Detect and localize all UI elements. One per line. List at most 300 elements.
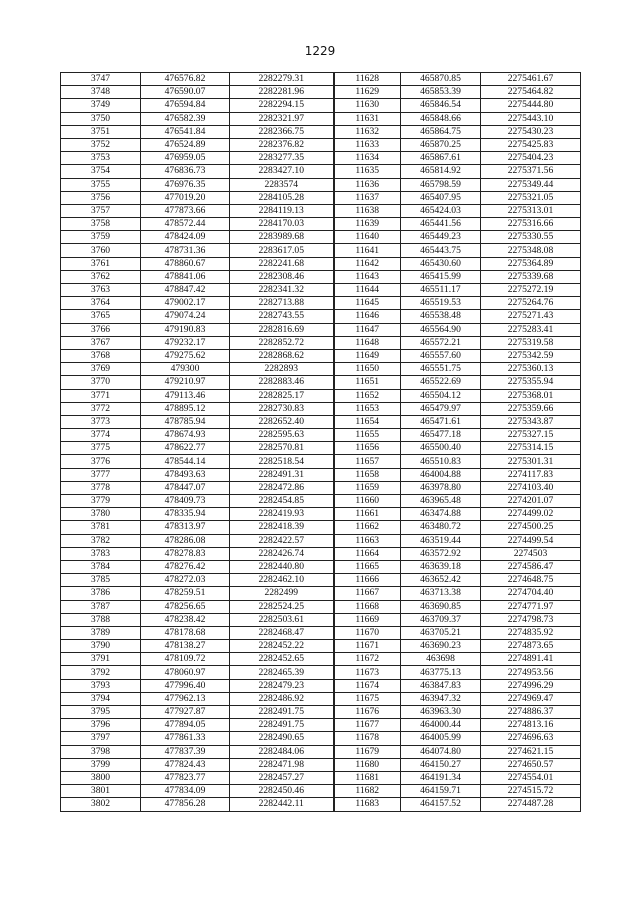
y-coordinate-a-cell: 2282472.86 — [230, 481, 334, 494]
x-coordinate-a-cell: 477823.77 — [141, 771, 230, 784]
y-coordinate-b-cell: 2274886.37 — [481, 706, 581, 719]
x-coordinate-a-cell: 476959.05 — [141, 152, 230, 165]
y-coordinate-a-cell: 2282491.31 — [230, 468, 334, 481]
point-id-a-cell: 3789 — [61, 626, 141, 639]
point-id-a-cell: 3768 — [61, 349, 141, 362]
x-coordinate-b-cell: 465407.95 — [401, 191, 481, 204]
point-id-b-cell: 11629 — [334, 86, 401, 99]
point-id-a-cell: 3801 — [61, 785, 141, 798]
point-id-b-cell: 11655 — [334, 429, 401, 442]
table-row — [61, 587, 581, 600]
point-id-b-cell: 11666 — [334, 574, 401, 587]
x-coordinate-a-cell: 478313.97 — [141, 521, 230, 534]
x-coordinate-a-cell: 477861.33 — [141, 732, 230, 745]
x-coordinate-b-cell: 465441.56 — [401, 218, 481, 231]
point-id-b-cell: 11632 — [334, 125, 401, 138]
table-row — [61, 692, 581, 705]
x-coordinate-a-cell: 478178.68 — [141, 626, 230, 639]
point-id-b-cell: 11676 — [334, 706, 401, 719]
y-coordinate-b-cell: 2274648.75 — [481, 574, 581, 587]
x-coordinate-a-cell: 476976.35 — [141, 178, 230, 191]
y-coordinate-b-cell: 2274515.72 — [481, 785, 581, 798]
x-coordinate-b-cell: 463947.32 — [401, 692, 481, 705]
point-id-a-cell: 3775 — [61, 442, 141, 455]
point-id-b-cell: 11660 — [334, 495, 401, 508]
point-id-b-cell: 11680 — [334, 758, 401, 771]
x-coordinate-a-cell: 477834.09 — [141, 785, 230, 798]
point-id-a-cell: 3760 — [61, 244, 141, 257]
x-coordinate-a-cell: 477962.13 — [141, 692, 230, 705]
y-coordinate-a-cell: 2282893 — [230, 363, 334, 376]
point-id-a-cell: 3755 — [61, 178, 141, 191]
y-coordinate-b-cell: 2274953.56 — [481, 666, 581, 679]
x-coordinate-b-cell: 464000.44 — [401, 719, 481, 732]
point-id-b-cell: 11648 — [334, 336, 401, 349]
table-row — [61, 653, 581, 666]
x-coordinate-b-cell: 464074.80 — [401, 745, 481, 758]
point-id-a-cell: 3797 — [61, 732, 141, 745]
point-id-a-cell: 3776 — [61, 455, 141, 468]
y-coordinate-a-cell: 2282743.55 — [230, 310, 334, 323]
x-coordinate-a-cell: 478895.12 — [141, 402, 230, 415]
point-id-b-cell: 11659 — [334, 481, 401, 494]
point-id-b-cell: 11652 — [334, 389, 401, 402]
point-id-a-cell: 3796 — [61, 719, 141, 732]
y-coordinate-a-cell: 2282713.88 — [230, 297, 334, 310]
table-row — [61, 125, 581, 138]
y-coordinate-a-cell: 2282595.63 — [230, 429, 334, 442]
point-id-a-cell: 3747 — [61, 73, 141, 86]
point-id-b-cell: 11649 — [334, 349, 401, 362]
x-coordinate-a-cell: 478272.03 — [141, 574, 230, 587]
point-id-b-cell: 11654 — [334, 415, 401, 428]
point-id-b-cell: 11643 — [334, 270, 401, 283]
point-id-a-cell: 3780 — [61, 508, 141, 521]
y-coordinate-a-cell: 2282652.40 — [230, 415, 334, 428]
x-coordinate-a-cell: 478572.44 — [141, 218, 230, 231]
y-coordinate-a-cell: 2282452.22 — [230, 640, 334, 653]
table-row — [61, 376, 581, 389]
y-coordinate-a-cell: 2282376.82 — [230, 138, 334, 151]
point-id-b-cell: 11631 — [334, 112, 401, 125]
x-coordinate-b-cell: 463474.88 — [401, 508, 481, 521]
y-coordinate-a-cell: 2284105.28 — [230, 191, 334, 204]
x-coordinate-a-cell: 476594.84 — [141, 99, 230, 112]
point-id-a-cell: 3783 — [61, 547, 141, 560]
point-id-a-cell: 3795 — [61, 706, 141, 719]
y-coordinate-a-cell: 2282450.46 — [230, 785, 334, 798]
y-coordinate-b-cell: 2275364.89 — [481, 257, 581, 270]
x-coordinate-a-cell: 478259.51 — [141, 587, 230, 600]
x-coordinate-a-cell: 478138.27 — [141, 640, 230, 653]
y-coordinate-b-cell: 2275349.44 — [481, 178, 581, 191]
x-coordinate-b-cell: 465848.66 — [401, 112, 481, 125]
point-id-b-cell: 11662 — [334, 521, 401, 534]
point-id-a-cell: 3792 — [61, 666, 141, 679]
table-row — [61, 613, 581, 626]
y-coordinate-b-cell: 2275271.43 — [481, 310, 581, 323]
x-coordinate-b-cell: 463690.85 — [401, 600, 481, 613]
y-coordinate-b-cell: 2274503 — [481, 547, 581, 560]
table-row — [61, 640, 581, 653]
y-coordinate-a-cell: 2282422.57 — [230, 534, 334, 547]
point-id-a-cell: 3794 — [61, 692, 141, 705]
point-id-b-cell: 11675 — [334, 692, 401, 705]
table-row — [61, 706, 581, 719]
y-coordinate-b-cell: 2275313.01 — [481, 204, 581, 217]
x-coordinate-a-cell: 478544.14 — [141, 455, 230, 468]
point-id-a-cell: 3782 — [61, 534, 141, 547]
y-coordinate-b-cell: 2274969.47 — [481, 692, 581, 705]
y-coordinate-a-cell: 2282816.69 — [230, 323, 334, 336]
x-coordinate-b-cell: 463652.42 — [401, 574, 481, 587]
point-id-a-cell: 3788 — [61, 613, 141, 626]
table-row — [61, 152, 581, 165]
y-coordinate-b-cell: 2275443.10 — [481, 112, 581, 125]
point-id-a-cell: 3771 — [61, 389, 141, 402]
x-coordinate-a-cell: 476524.89 — [141, 138, 230, 151]
table-row — [61, 547, 581, 560]
y-coordinate-b-cell: 2274103.40 — [481, 481, 581, 494]
y-coordinate-a-cell: 2282491.75 — [230, 719, 334, 732]
point-id-a-cell: 3761 — [61, 257, 141, 270]
table-row — [61, 257, 581, 270]
point-id-b-cell: 11661 — [334, 508, 401, 521]
y-coordinate-a-cell: 2282570.81 — [230, 442, 334, 455]
y-coordinate-b-cell: 2274704.40 — [481, 587, 581, 600]
point-id-a-cell: 3762 — [61, 270, 141, 283]
x-coordinate-a-cell: 479113.46 — [141, 389, 230, 402]
table-row — [61, 468, 581, 481]
x-coordinate-a-cell: 479074.24 — [141, 310, 230, 323]
point-id-a-cell: 3758 — [61, 218, 141, 231]
point-id-a-cell: 3770 — [61, 376, 141, 389]
x-coordinate-b-cell: 465564.90 — [401, 323, 481, 336]
x-coordinate-b-cell: 463639.18 — [401, 560, 481, 573]
y-coordinate-a-cell: 2282452.65 — [230, 653, 334, 666]
table-row — [61, 191, 581, 204]
point-id-a-cell: 3798 — [61, 745, 141, 758]
x-coordinate-a-cell: 478731.36 — [141, 244, 230, 257]
table-row — [61, 165, 581, 178]
point-id-b-cell: 11670 — [334, 626, 401, 639]
x-coordinate-b-cell: 465443.75 — [401, 244, 481, 257]
point-id-b-cell: 11639 — [334, 218, 401, 231]
point-id-a-cell: 3756 — [61, 191, 141, 204]
y-coordinate-b-cell: 2274554.01 — [481, 771, 581, 784]
point-id-a-cell: 3800 — [61, 771, 141, 784]
x-coordinate-a-cell: 478109.72 — [141, 653, 230, 666]
x-coordinate-b-cell: 465477.18 — [401, 429, 481, 442]
table-row — [61, 112, 581, 125]
y-coordinate-a-cell: 2282279.31 — [230, 73, 334, 86]
y-coordinate-b-cell: 2275360.13 — [481, 363, 581, 376]
y-coordinate-b-cell: 2275272.19 — [481, 284, 581, 297]
point-id-b-cell: 11647 — [334, 323, 401, 336]
point-id-b-cell: 11669 — [334, 613, 401, 626]
x-coordinate-b-cell: 464191.34 — [401, 771, 481, 784]
x-coordinate-a-cell: 477927.87 — [141, 706, 230, 719]
point-id-b-cell: 11638 — [334, 204, 401, 217]
y-coordinate-b-cell: 2274499.54 — [481, 534, 581, 547]
x-coordinate-a-cell: 477856.28 — [141, 798, 230, 811]
y-coordinate-a-cell: 2282454.85 — [230, 495, 334, 508]
y-coordinate-a-cell: 2282465.39 — [230, 666, 334, 679]
x-coordinate-b-cell: 465557.60 — [401, 349, 481, 362]
table-row — [61, 798, 581, 811]
x-coordinate-b-cell: 465870.85 — [401, 73, 481, 86]
y-coordinate-a-cell: 2282518.54 — [230, 455, 334, 468]
table-row — [61, 389, 581, 402]
y-coordinate-b-cell: 2274487.28 — [481, 798, 581, 811]
x-coordinate-b-cell: 464159.71 — [401, 785, 481, 798]
x-coordinate-b-cell: 465538.48 — [401, 310, 481, 323]
y-coordinate-a-cell: 2284119.13 — [230, 204, 334, 217]
table-row — [61, 415, 581, 428]
point-id-b-cell: 11650 — [334, 363, 401, 376]
y-coordinate-b-cell: 2275314.15 — [481, 442, 581, 455]
y-coordinate-b-cell: 2275330.55 — [481, 231, 581, 244]
point-id-b-cell: 11681 — [334, 771, 401, 784]
y-coordinate-b-cell: 2275430.23 — [481, 125, 581, 138]
table-row — [61, 204, 581, 217]
point-id-b-cell: 11677 — [334, 719, 401, 732]
y-coordinate-a-cell: 2282503.61 — [230, 613, 334, 626]
y-coordinate-a-cell: 2282490.65 — [230, 732, 334, 745]
y-coordinate-a-cell: 2282281.96 — [230, 86, 334, 99]
y-coordinate-a-cell: 2282468.47 — [230, 626, 334, 639]
table-row — [61, 574, 581, 587]
x-coordinate-a-cell: 478860.67 — [141, 257, 230, 270]
point-id-a-cell: 3777 — [61, 468, 141, 481]
point-id-b-cell: 11641 — [334, 244, 401, 257]
table-row — [61, 666, 581, 679]
y-coordinate-b-cell: 2275355.94 — [481, 376, 581, 389]
y-coordinate-a-cell: 2283427.10 — [230, 165, 334, 178]
y-coordinate-a-cell: 2282308.46 — [230, 270, 334, 283]
y-coordinate-a-cell: 2282730.83 — [230, 402, 334, 415]
table-row — [61, 560, 581, 573]
x-coordinate-b-cell: 465519.53 — [401, 297, 481, 310]
point-id-a-cell: 3802 — [61, 798, 141, 811]
x-coordinate-b-cell: 463480.72 — [401, 521, 481, 534]
point-id-a-cell: 3791 — [61, 653, 141, 666]
y-coordinate-a-cell: 2282524.25 — [230, 600, 334, 613]
table-row — [61, 481, 581, 494]
y-coordinate-a-cell: 2282479.23 — [230, 679, 334, 692]
point-id-a-cell: 3790 — [61, 640, 141, 653]
x-coordinate-b-cell: 465870.25 — [401, 138, 481, 151]
x-coordinate-a-cell: 479275.62 — [141, 349, 230, 362]
table-row — [61, 508, 581, 521]
page-number: 1229 — [304, 44, 336, 58]
y-coordinate-b-cell: 2275283.41 — [481, 323, 581, 336]
point-id-a-cell: 3749 — [61, 99, 141, 112]
x-coordinate-b-cell: 465479.97 — [401, 402, 481, 415]
point-id-b-cell: 11640 — [334, 231, 401, 244]
y-coordinate-a-cell: 2283277.35 — [230, 152, 334, 165]
point-id-b-cell: 11672 — [334, 653, 401, 666]
y-coordinate-b-cell: 2275348.08 — [481, 244, 581, 257]
y-coordinate-b-cell: 2274650.57 — [481, 758, 581, 771]
table-row — [61, 495, 581, 508]
x-coordinate-a-cell: 478286.08 — [141, 534, 230, 547]
table-row — [61, 402, 581, 415]
y-coordinate-a-cell: 2282419.93 — [230, 508, 334, 521]
table-row — [61, 138, 581, 151]
point-id-b-cell: 11634 — [334, 152, 401, 165]
y-coordinate-b-cell: 2274996.29 — [481, 679, 581, 692]
point-id-b-cell: 11633 — [334, 138, 401, 151]
y-coordinate-b-cell: 2275464.82 — [481, 86, 581, 99]
y-coordinate-a-cell: 2282491.75 — [230, 706, 334, 719]
point-id-a-cell: 3774 — [61, 429, 141, 442]
point-id-b-cell: 11667 — [334, 587, 401, 600]
point-id-b-cell: 11679 — [334, 745, 401, 758]
x-coordinate-b-cell: 463775.13 — [401, 666, 481, 679]
point-id-a-cell: 3759 — [61, 231, 141, 244]
x-coordinate-b-cell: 465424.03 — [401, 204, 481, 217]
x-coordinate-a-cell: 476576.82 — [141, 73, 230, 86]
point-id-b-cell: 11683 — [334, 798, 401, 811]
x-coordinate-a-cell: 478447.07 — [141, 481, 230, 494]
point-id-b-cell: 11656 — [334, 442, 401, 455]
table-row — [61, 534, 581, 547]
x-coordinate-b-cell: 465814.92 — [401, 165, 481, 178]
point-id-a-cell: 3787 — [61, 600, 141, 613]
x-coordinate-a-cell: 478785.94 — [141, 415, 230, 428]
point-id-a-cell: 3784 — [61, 560, 141, 573]
y-coordinate-a-cell: 2282321.97 — [230, 112, 334, 125]
y-coordinate-b-cell: 2274835.92 — [481, 626, 581, 639]
x-coordinate-b-cell: 463847.83 — [401, 679, 481, 692]
y-coordinate-b-cell: 2275343.87 — [481, 415, 581, 428]
y-coordinate-b-cell: 2275264.76 — [481, 297, 581, 310]
table-row — [61, 758, 581, 771]
table-row — [61, 231, 581, 244]
x-coordinate-b-cell: 463978.80 — [401, 481, 481, 494]
x-coordinate-b-cell: 465846.54 — [401, 99, 481, 112]
point-id-a-cell: 3786 — [61, 587, 141, 600]
point-id-b-cell: 11646 — [334, 310, 401, 323]
y-coordinate-a-cell: 2282852.72 — [230, 336, 334, 349]
x-coordinate-a-cell: 477894.05 — [141, 719, 230, 732]
x-coordinate-b-cell: 463572.92 — [401, 547, 481, 560]
x-coordinate-a-cell: 477873.66 — [141, 204, 230, 217]
x-coordinate-a-cell: 477019.20 — [141, 191, 230, 204]
x-coordinate-a-cell: 478493.63 — [141, 468, 230, 481]
point-id-b-cell: 11644 — [334, 284, 401, 297]
x-coordinate-b-cell: 464157.52 — [401, 798, 481, 811]
y-coordinate-b-cell: 2274696.63 — [481, 732, 581, 745]
point-id-a-cell: 3753 — [61, 152, 141, 165]
point-id-a-cell: 3781 — [61, 521, 141, 534]
y-coordinate-b-cell: 2274873.65 — [481, 640, 581, 653]
y-coordinate-b-cell: 2275371.56 — [481, 165, 581, 178]
x-coordinate-a-cell: 478238.42 — [141, 613, 230, 626]
x-coordinate-b-cell: 463965.48 — [401, 495, 481, 508]
x-coordinate-a-cell: 476582.39 — [141, 112, 230, 125]
y-coordinate-b-cell: 2274621.15 — [481, 745, 581, 758]
point-id-a-cell: 3766 — [61, 323, 141, 336]
table-row — [61, 745, 581, 758]
y-coordinate-a-cell: 2283617.05 — [230, 244, 334, 257]
x-coordinate-b-cell: 465867.61 — [401, 152, 481, 165]
y-coordinate-b-cell: 2274813.16 — [481, 719, 581, 732]
point-id-a-cell: 3764 — [61, 297, 141, 310]
y-coordinate-b-cell: 2274117.83 — [481, 468, 581, 481]
table-row — [61, 771, 581, 784]
point-id-a-cell: 3799 — [61, 758, 141, 771]
table-row — [61, 785, 581, 798]
x-coordinate-b-cell: 464005.99 — [401, 732, 481, 745]
table-row — [61, 323, 581, 336]
point-id-b-cell: 11628 — [334, 73, 401, 86]
x-coordinate-a-cell: 479190.83 — [141, 323, 230, 336]
x-coordinate-b-cell: 464150.27 — [401, 758, 481, 771]
x-coordinate-a-cell: 476541.84 — [141, 125, 230, 138]
x-coordinate-b-cell: 465430.60 — [401, 257, 481, 270]
y-coordinate-a-cell: 2282486.92 — [230, 692, 334, 705]
x-coordinate-b-cell: 463690.23 — [401, 640, 481, 653]
y-coordinate-a-cell: 2282341.32 — [230, 284, 334, 297]
x-coordinate-a-cell: 479002.17 — [141, 297, 230, 310]
table-row — [61, 349, 581, 362]
point-id-a-cell: 3757 — [61, 204, 141, 217]
x-coordinate-b-cell: 463709.37 — [401, 613, 481, 626]
x-coordinate-b-cell: 465449.23 — [401, 231, 481, 244]
y-coordinate-a-cell: 2282440.80 — [230, 560, 334, 573]
y-coordinate-b-cell: 2274500.25 — [481, 521, 581, 534]
y-coordinate-b-cell: 2275404.23 — [481, 152, 581, 165]
table-row — [61, 600, 581, 613]
table-row — [61, 284, 581, 297]
x-coordinate-a-cell: 478847.42 — [141, 284, 230, 297]
point-id-b-cell: 11653 — [334, 402, 401, 415]
y-coordinate-b-cell: 2275316.66 — [481, 218, 581, 231]
x-coordinate-b-cell: 465853.39 — [401, 86, 481, 99]
table-row — [61, 244, 581, 257]
x-coordinate-b-cell: 465572.21 — [401, 336, 481, 349]
table-row — [61, 732, 581, 745]
table-row — [61, 297, 581, 310]
y-coordinate-a-cell: 2284170.03 — [230, 218, 334, 231]
table-row — [61, 363, 581, 376]
point-id-b-cell: 11674 — [334, 679, 401, 692]
x-coordinate-b-cell: 465864.75 — [401, 125, 481, 138]
table-row — [61, 86, 581, 99]
y-coordinate-a-cell: 2282426.74 — [230, 547, 334, 560]
x-coordinate-b-cell: 463519.44 — [401, 534, 481, 547]
x-coordinate-a-cell: 476590.07 — [141, 86, 230, 99]
y-coordinate-b-cell: 2274586.47 — [481, 560, 581, 573]
point-id-a-cell: 3763 — [61, 284, 141, 297]
x-coordinate-a-cell: 478622.77 — [141, 442, 230, 455]
y-coordinate-a-cell: 2283989.68 — [230, 231, 334, 244]
table-row — [61, 719, 581, 732]
table-row — [61, 521, 581, 534]
table-row — [61, 679, 581, 692]
x-coordinate-a-cell: 479300 — [141, 363, 230, 376]
y-coordinate-b-cell: 2275342.59 — [481, 349, 581, 362]
x-coordinate-b-cell: 465504.12 — [401, 389, 481, 402]
y-coordinate-a-cell: 2282868.62 — [230, 349, 334, 362]
x-coordinate-a-cell: 478276.42 — [141, 560, 230, 573]
table-row — [61, 178, 581, 191]
x-coordinate-b-cell: 463963.30 — [401, 706, 481, 719]
x-coordinate-b-cell: 465510.83 — [401, 455, 481, 468]
y-coordinate-b-cell: 2275327.15 — [481, 429, 581, 442]
